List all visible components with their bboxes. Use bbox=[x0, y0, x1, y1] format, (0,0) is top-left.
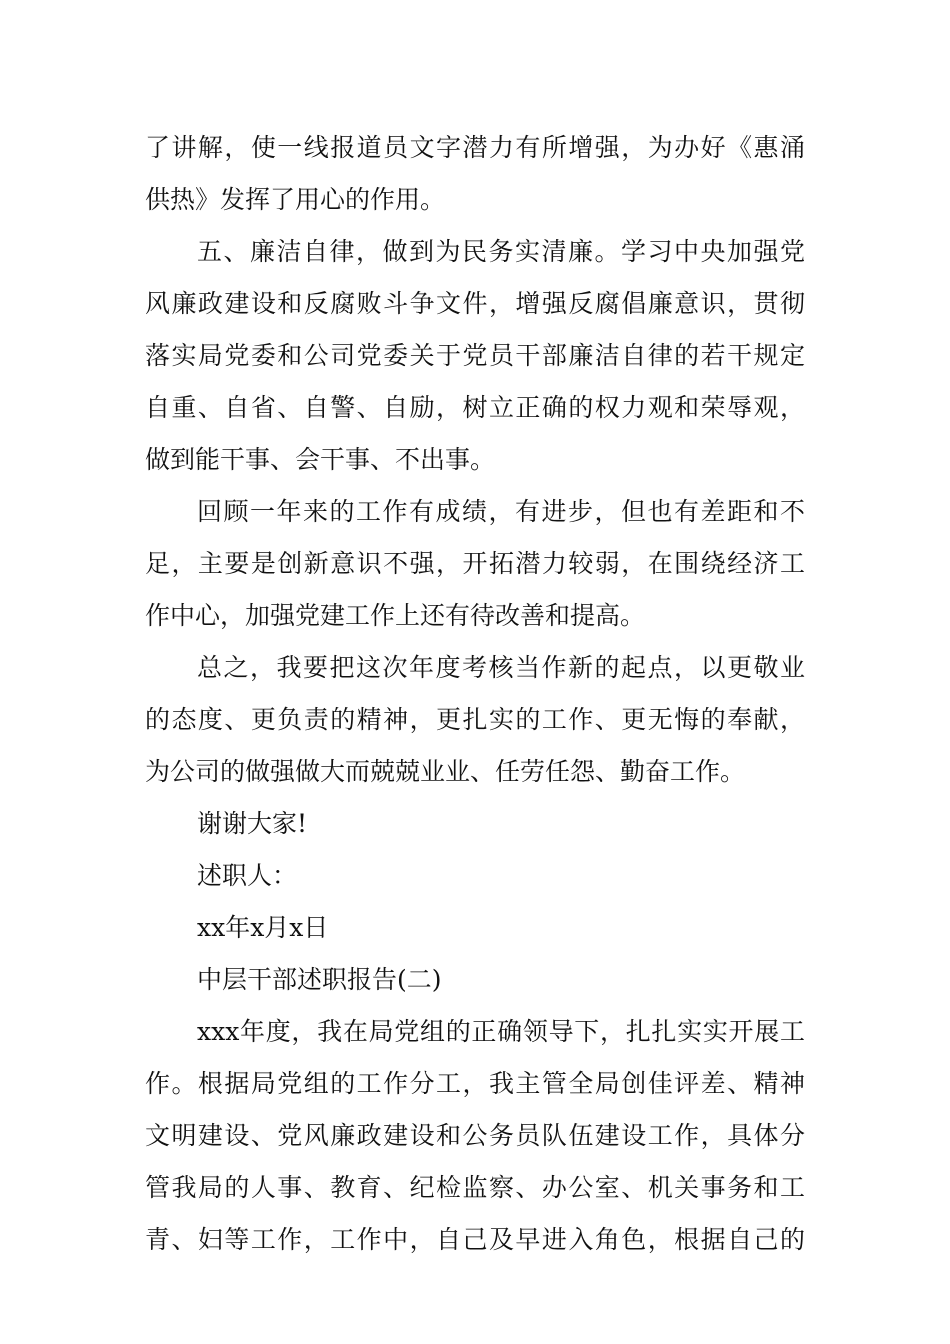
text-line: 供热》发挥了用心的作用。 bbox=[145, 185, 446, 214]
section-heading: 中层干部述职报告(二) bbox=[197, 965, 442, 994]
text-line: 足，主要是创新意识不强，开拓潜力较弱，在围绕经济工 bbox=[145, 549, 805, 578]
date-line: xx年x月x日 bbox=[197, 913, 329, 942]
paragraph-start-line: 回顾一年来的工作有成绩，有进步，但也有差距和不 bbox=[197, 497, 805, 526]
paragraph-start-line: 总之，我要把这次年度考核当作新的起点，以更敬业 bbox=[197, 653, 805, 682]
paragraph-start-line: xxx年度，我在局党组的正确领导下，扎扎实实开展工 bbox=[197, 1017, 805, 1046]
text-line: 落实局党委和公司党委关于党员干部廉洁自律的若干规定 bbox=[145, 341, 805, 370]
text-line: 了讲解，使一线报道员文字潜力有所增强，为办好《惠涌 bbox=[145, 133, 805, 162]
paragraph-start-line: 五、廉洁自律，做到为民务实清廉。学习中央加强党 bbox=[197, 237, 805, 266]
text-line: 作。根据局党组的工作分工，我主管全局创佳评差、精神 bbox=[145, 1069, 805, 1098]
signer-label: 述职人： bbox=[197, 861, 298, 890]
text-line: 风廉政建设和反腐败斗争文件，增强反腐倡廉意识，贯彻 bbox=[145, 289, 805, 318]
text-line: 青、妇等工作，工作中，自己及早进入角色，根据自己的 bbox=[145, 1225, 805, 1254]
text-line: 做到能干事、会干事、不出事。 bbox=[145, 445, 496, 474]
text-line: 自重、自省、自警、自励，树立正确的权力观和荣辱观， bbox=[145, 393, 805, 422]
text-line: 的态度、更负责的精神，更扎实的工作、更无悔的奉献， bbox=[145, 705, 805, 734]
text-line: 作中心，加强党建工作上还有待改善和提高。 bbox=[145, 601, 646, 630]
text-line: 文明建设、党风廉政建设和公务员队伍建设工作，具体分 bbox=[145, 1121, 805, 1150]
thanks-line: 谢谢大家! bbox=[197, 809, 308, 838]
text-line: 管我局的人事、教育、纪检监察、办公室、机关事务和工 bbox=[145, 1173, 805, 1202]
text-line: 为公司的做强做大而兢兢业业、任劳任怨、勤奋工作。 bbox=[145, 757, 746, 786]
